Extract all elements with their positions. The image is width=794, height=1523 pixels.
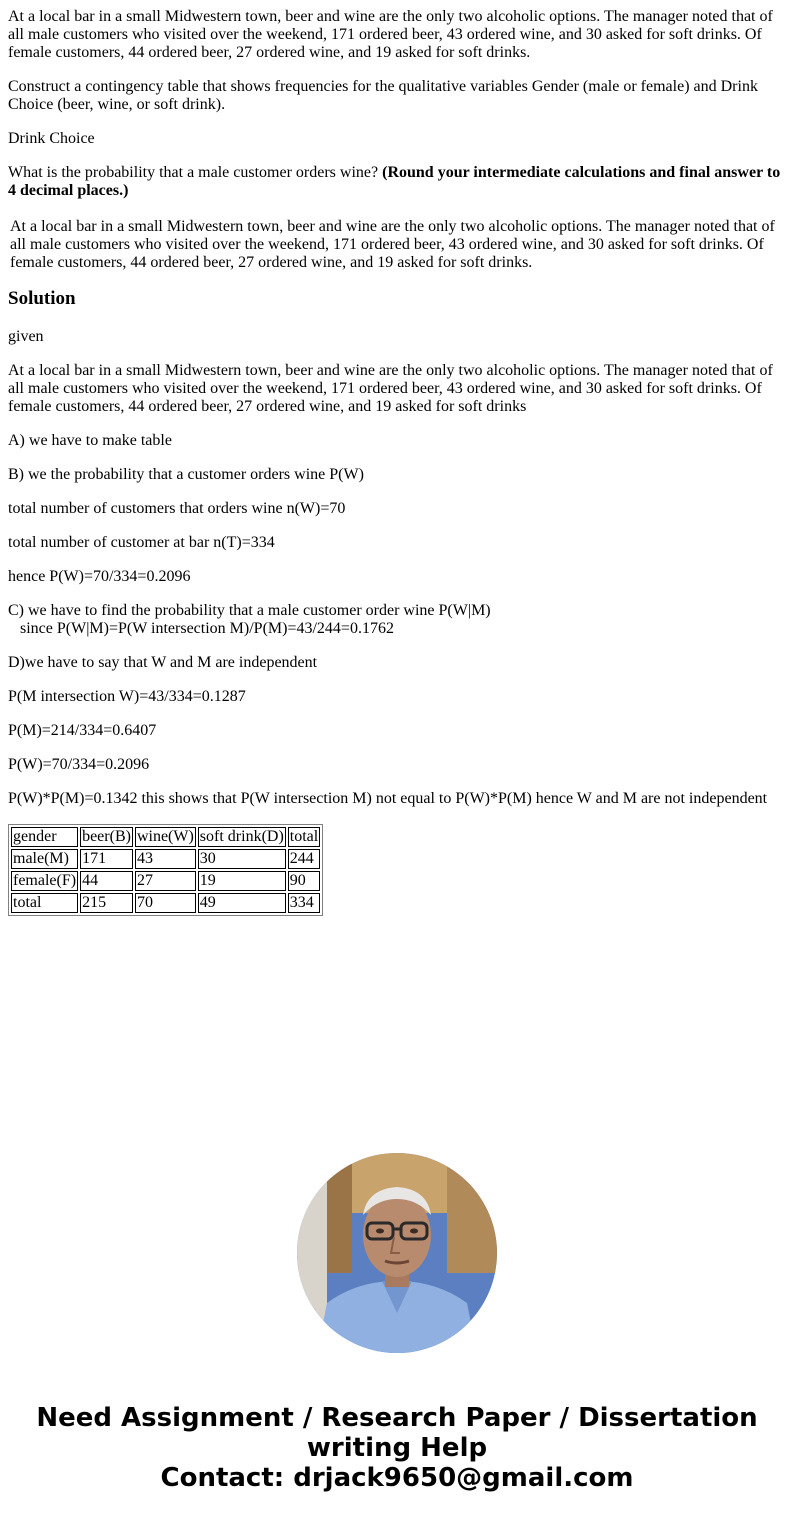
solution-given: given [8, 328, 44, 345]
table-header-cell: total [289, 828, 319, 845]
table-cell: 215 [80, 893, 133, 913]
table-row [11, 849, 320, 869]
question-intro: At a local bar in a small Midwestern town, beer and wine are the only two alcoholic options. The manager noted that of all male customers who visited over the weekend, 171 ordered beer, 43 ordered wine, and 30 asked for soft drinks. Of female customers, 44 ordered beer, 27 ordered wine, and 19 asked for soft drinks. [8, 8, 773, 61]
part-b-line1: total number of customers that orders wine n(W)=70 [8, 500, 346, 517]
table-cell: total [11, 893, 78, 913]
part-d-line1: P(M intersection W)=43/334=0.1287 [8, 688, 246, 705]
part-d-line3: P(W)=70/334=0.2096 [8, 756, 150, 773]
rounding-note: (Round your intermediate calculations and final answer to 4 decimal places.) [8, 164, 781, 199]
table-cell: 30 [198, 849, 286, 869]
solution-heading: Solution [8, 288, 76, 309]
table-row [11, 871, 320, 891]
table-cell: 44 [80, 871, 133, 891]
probability-question-text: What is the probability that a male customer orders wine? [8, 164, 379, 181]
footer-line1: Need Assignment / Research Paper / Dissertation [36, 1403, 758, 1433]
part-b-line2: total number of customer at bar n(T)=334 [8, 534, 275, 551]
table-header-cell: gender [11, 827, 78, 847]
part-c [8, 602, 786, 638]
part-b-line3: hence P(W)=70/334=0.2096 [8, 568, 191, 585]
solution-given-text: At a local bar in a small Midwestern town, beer and wine are the only two alcoholic options. The manager noted that of all male customers who visited over the weekend, 171 ordered beer, 43 ordered wine, and 30 asked for soft drinks. Of female customers, 44 ordered beer, 27 ordered wine, and 19 asked for soft drinks [8, 362, 773, 415]
avatar-portrait-icon [297, 1153, 497, 1353]
avatar [297, 1153, 497, 1353]
part-d-line4: P(W)*P(M)=0.1342 this shows that P(W intersection M) not equal to P(W)*P(M) hence W and M are not independent [8, 790, 768, 807]
drink-choice-label: Drink Choice [8, 130, 95, 147]
table-cell: 334 [288, 893, 320, 913]
table-cell: male(M) [11, 849, 78, 869]
table-cell: 27 [135, 871, 196, 891]
footer-contact [0, 1403, 794, 1493]
part-a: A) we have to make table [8, 432, 172, 449]
part-c-line2: since P(W|M)=P(W intersection M)/P(M)=43/244=0.1762 [20, 620, 394, 637]
footer-contact-email: Contact: drjack9650@gmail.com [160, 1463, 634, 1493]
table-header-cell: beer(B) [82, 828, 131, 845]
table-header-row [11, 827, 320, 847]
table-cell: 171 [80, 849, 133, 869]
table-cell: 244 [288, 849, 320, 869]
question-box: At a local bar in a small Midwestern town, beer and wine are the only two alcoholic options. The manager noted that of all male customers who visited over the weekend, 171 ordered beer, 43 ordered wine, and 30 asked for soft drinks. Of female customers, 44 ordered beer, 27 ordered wine, and 19 asked for soft drinks. [10, 218, 775, 271]
footer-line2: writing Help [306, 1433, 488, 1463]
part-d-line2: P(M)=214/334=0.6407 [8, 722, 157, 739]
table-header-cell: wine(W) [136, 828, 194, 845]
table-cell: 90 [288, 871, 320, 891]
contingency-table [8, 824, 323, 916]
part-d: D)we have to say that W and M are independent [8, 654, 318, 671]
table-row [11, 893, 320, 913]
part-c-line1: C) we have to find the probability that a male customer order wine P(W|M) [8, 602, 491, 619]
table-cell: 43 [135, 849, 196, 869]
probability-question [8, 164, 786, 200]
table-header-cell: soft drink(D) [199, 828, 284, 845]
question-construct: Construct a contingency table that shows frequencies for the qualitative variables Gender (male or female) and Drink Choice (beer, wine, or soft drink). [8, 78, 758, 113]
table-cell: 70 [135, 893, 196, 913]
part-b: B) we the probability that a customer orders wine P(W) [8, 466, 364, 483]
table-cell: 19 [198, 871, 286, 891]
table-cell: female(F) [13, 872, 77, 889]
table-cell: 49 [198, 893, 286, 913]
